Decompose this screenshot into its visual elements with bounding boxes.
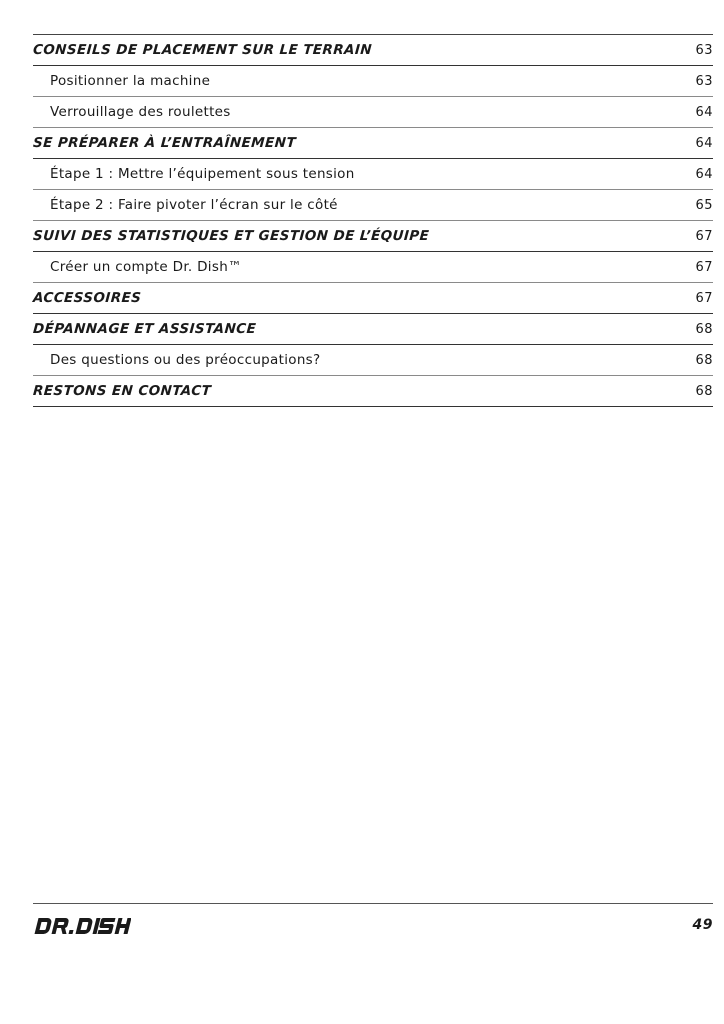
toc-entry[interactable] <box>33 221 713 252</box>
toc-subentry[interactable] <box>33 159 713 190</box>
toc-subentry-page: 63 <box>695 73 713 89</box>
toc-subentry-page: 68 <box>695 352 713 368</box>
dr-dish-logo <box>33 915 131 937</box>
toc-entry-title: SE PRÉPARER À L’ENTRAÎNEMENT <box>32 135 297 151</box>
toc-entry-page: 64 <box>695 135 713 151</box>
toc-subentry-title: Verrouillage des roulettes <box>50 104 231 120</box>
toc-subentry[interactable] <box>33 97 713 128</box>
toc-entry-page: 67 <box>695 228 713 244</box>
toc-entry-page: 63 <box>695 42 713 58</box>
toc-entry[interactable] <box>33 314 713 345</box>
toc-subentry-title: Étape 2 : Faire pivoter l’écran sur le côté <box>50 197 338 213</box>
toc-entry[interactable] <box>33 35 713 66</box>
toc-entry-title: RESTONS EN CONTACT <box>32 383 212 399</box>
footer-divider <box>33 903 713 904</box>
toc-entry-title: SUIVI DES STATISTIQUES ET GESTION DE L’ÉQUIPE <box>32 228 430 244</box>
toc-entry[interactable] <box>33 128 713 159</box>
dr-dish-logo-mark <box>33 916 131 936</box>
toc-subentry[interactable] <box>33 190 713 221</box>
toc-entry-title: DÉPANNAGE ET ASSISTANCE <box>32 321 257 337</box>
toc-entry-page: 68 <box>695 321 713 337</box>
toc-subentry-page: 64 <box>695 166 713 182</box>
toc-subentry-page: 65 <box>695 197 713 213</box>
toc-entry[interactable] <box>33 376 713 407</box>
toc-entry-title: CONSEILS DE PLACEMENT SUR LE TERRAIN <box>32 42 373 58</box>
page-number: 49 <box>692 917 713 933</box>
toc-subentry[interactable] <box>33 345 713 376</box>
toc-subentry-page: 67 <box>695 259 713 275</box>
toc-subentry-title: Positionner la machine <box>50 73 211 89</box>
toc-subentry[interactable] <box>33 66 713 97</box>
toc-subentry-title: Créer un compte Dr. Dish™ <box>50 259 242 275</box>
toc-subentry-page: 64 <box>695 104 713 120</box>
toc-subentry-title: Des questions ou des préoccupations? <box>50 352 321 368</box>
toc-entry[interactable] <box>33 283 713 314</box>
toc-entry-title: ACCESSOIRES <box>32 290 142 306</box>
toc-entry-page: 68 <box>695 383 713 399</box>
table-of-contents <box>33 34 713 407</box>
toc-subentry[interactable] <box>33 252 713 283</box>
toc-entry-page: 67 <box>695 290 713 306</box>
toc-subentry-title: Étape 1 : Mettre l’équipement sous tension <box>50 166 355 182</box>
